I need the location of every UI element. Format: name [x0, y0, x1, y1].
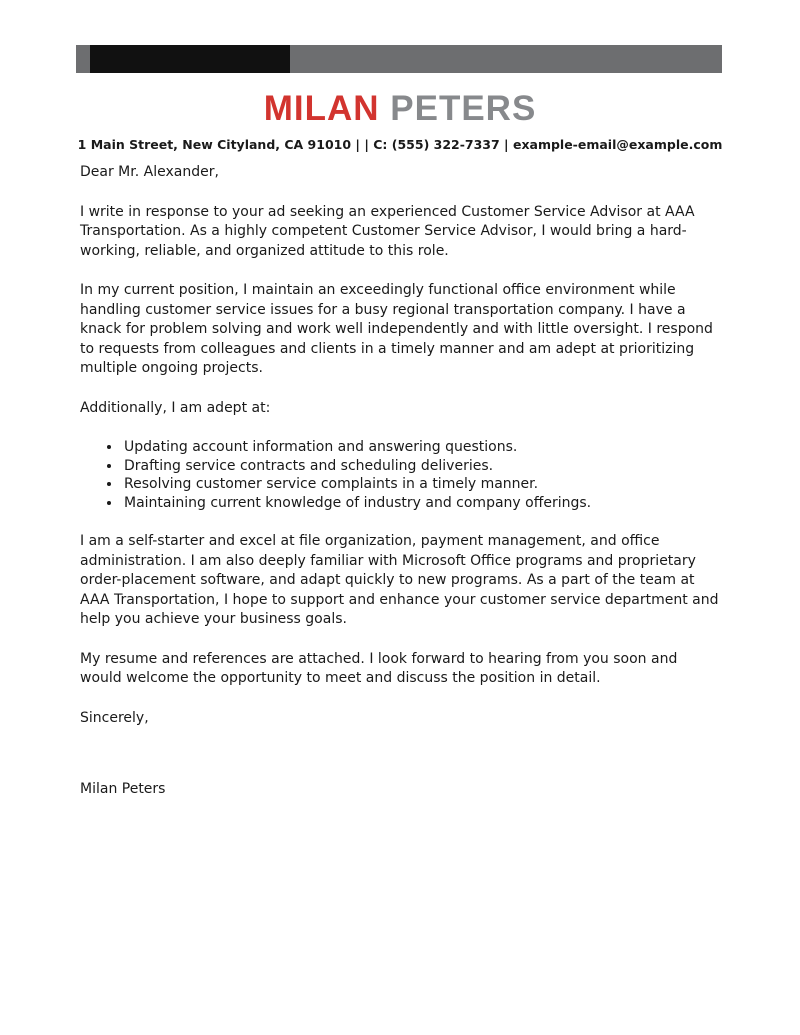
applicant-name — [0, 90, 800, 129]
paragraph-resume-attached: My resume and references are attached. I look forward to hearing from you soon and would welcome the opportunity to meet and discuss the position in detail. — [80, 650, 678, 686]
skills-list-item: • Maintaining current knowledge of industry and company offerings. — [122, 494, 722, 513]
letter-body — [80, 163, 722, 800]
salutation: Dear Mr. Alexander, — [80, 164, 219, 180]
skills-list-item: • Updating account information and answering questions. — [122, 438, 722, 457]
skills-list — [80, 438, 722, 512]
bullets-intro: Additionally, I am adept at: — [80, 399, 271, 416]
signature-name: Milan Peters — [80, 781, 166, 797]
applicant-first-name: MILAN — [263, 89, 380, 128]
header-accent-bar — [76, 45, 722, 73]
paragraph-current-position: In my current position, I maintain an exceedingly functional office environment while handling customer service issues for a busy regional transportation company. I have a knack for problem solving and work well independently and with little oversight. I respond to requests from colleagues and clients in a timely manner and am adept at prioritizing multiple ongoing projects. — [80, 282, 713, 376]
paragraph-self-starter: I am a self-starter and excel at file organization, payment management, and office administration. I am also deeply familiar with Microsoft Office programs and proprietary order-placement software, and adapt quickly to new programs. As a part of the team at AAA Transportation, I hope to support and enhance your customer service department and help you achieve your business goals. — [80, 533, 719, 627]
skills-list-item: • Resolving customer service complaints in a timely manner. — [122, 475, 722, 494]
header-accent-bar-black-segment — [90, 45, 290, 73]
contact-info-line: 1 Main Street, New Cityland, CA 91010 | | C: (555) 322-7337 | example-email@example.com — [77, 137, 723, 152]
applicant-last-name: PETERS — [390, 89, 537, 128]
paragraph-intro: I write in response to your ad seeking an experienced Customer Service Advisor at AAA Transportation. As a highly competent Customer Service Advisor, I would bring a hard-working, reliable, and organized attitude to this role. — [80, 203, 695, 259]
signoff: Sincerely, — [80, 709, 149, 726]
skills-list-item: • Drafting service contracts and scheduling deliveries. — [122, 457, 722, 476]
